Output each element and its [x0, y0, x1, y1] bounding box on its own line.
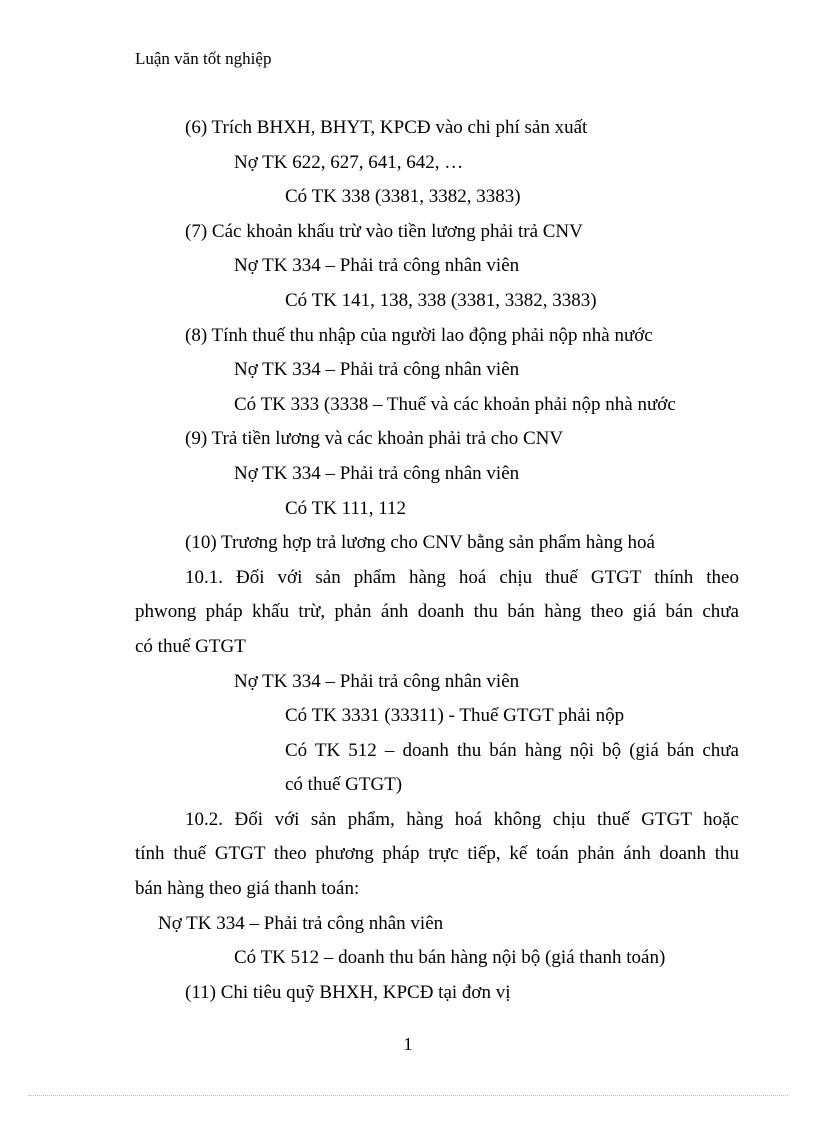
- paragraph-line: bán hàng theo giá thanh toán:: [135, 878, 360, 900]
- paragraph-line: tính thuế GTGT theo phương pháp trực tiếp, kế toán phản ánh doanh thu: [135, 843, 739, 865]
- credit-entry: Có TK 338 (3381, 3382, 3383): [285, 186, 521, 208]
- document-body: [135, 111, 739, 1010]
- debit-entry: Nợ TK 334 – Phải trả công nhân viên: [234, 255, 520, 277]
- page-divider: [28, 1095, 788, 1096]
- credit-entry: Có TK 333 (3338 – Thuế và các khoản phải nộp nhà nước: [234, 393, 676, 415]
- entry-heading: (10) Trương hợp trả lương cho CNV bằng sản phẩm hàng hoá: [185, 532, 655, 554]
- entry-heading: (8) Tính thuế thu nhập của người lao động phải nộp nhà nước: [185, 324, 653, 346]
- debit-entry: Nợ TK 622, 627, 641, 642, …: [234, 151, 464, 173]
- debit-entry: Nợ TK 334 – Phải trả công nhân viên: [234, 670, 520, 692]
- credit-entry: Có TK 512 – doanh thu bán hàng nội bộ (giá bán chưa: [285, 739, 739, 761]
- credit-entry: Có TK 512 – doanh thu bán hàng nội bộ (giá thanh toán): [234, 947, 666, 969]
- debit-entry: Nợ TK 334 – Phải trả công nhân viên: [158, 912, 444, 934]
- page-number: 1: [403, 1034, 413, 1054]
- paragraph-line: phwong pháp khấu trừ, phản ánh doanh thu bán hàng theo giá bán chưa: [135, 601, 739, 623]
- entry-heading: (6) Trích BHXH, BHYT, KPCĐ vào chi phí sản xuất: [185, 117, 588, 138]
- credit-entry: Có TK 141, 138, 338 (3381, 3382, 3383): [285, 289, 597, 311]
- paragraph-line: 10.1. Đối với sản phẩm hàng hoá chịu thuế GTGT thính theo: [185, 566, 739, 588]
- page-header: Luận văn tốt nghiệp: [135, 49, 272, 68]
- debit-entry: Nợ TK 334 – Phải trả công nhân viên: [234, 462, 520, 484]
- paragraph-line: 10.2. Đối với sản phẩm, hàng hoá không chịu thuế GTGT hoặc: [185, 808, 739, 830]
- credit-entry: Có TK 3331 (33311) - Thuế GTGT phải nộp: [285, 705, 625, 727]
- paragraph-line: có thuế GTGT: [135, 635, 246, 657]
- credit-entry-continued: có thuế GTGT): [285, 774, 403, 796]
- debit-entry: Nợ TK 334 – Phải trả công nhân viên: [234, 359, 520, 381]
- entry-heading: (11) Chi tiêu quỹ BHXH, KPCĐ tại đơn vị: [185, 981, 511, 1003]
- entry-heading: (9) Trả tiền lương và các khoản phải trả cho CNV: [185, 428, 564, 450]
- entry-heading: (7) Các khoản khấu trừ vào tiền lương phải trả CNV: [185, 220, 583, 242]
- credit-entry: Có TK 111, 112: [285, 497, 407, 519]
